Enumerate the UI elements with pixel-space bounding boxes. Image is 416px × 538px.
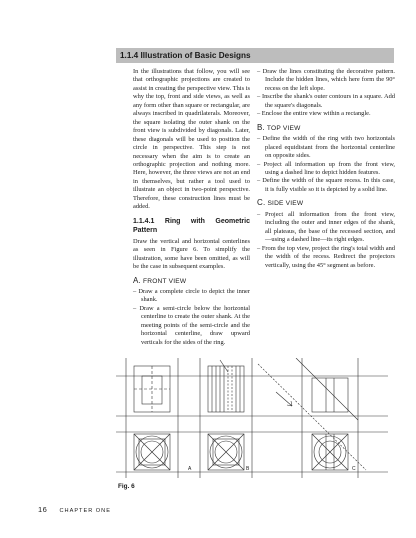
list-item: – Draw the lines constituting the decorative pattern. Include the hidden lines, which here form the 90° recess on the left slope.: [257, 68, 395, 92]
view-letter-a: A: [188, 466, 192, 472]
subsection-intro: Draw the vertical and horizontal centerlines as seen in Figure 6. To simplify the illustration, some have been omitted, as will be the case in subsequent examples.: [133, 237, 250, 271]
list-item: – Project all information from the front view, including the outer and inner edges of the shank, all plateaus, the base of the recessed section, and—using a dashed line—its right edges.: [257, 210, 395, 244]
top-view-letter: B.: [257, 122, 265, 132]
orthographic-projection-drawing: [116, 358, 388, 478]
list-item: – Enclose the entire view within a rectangle.: [257, 110, 371, 118]
list-item: – Define the width of the square recess. In this case, it is fully visible so it is depicted by a solid line.: [257, 177, 395, 193]
left-column: [133, 68, 250, 347]
subsection-title: Ring with Geometric Pattern: [133, 217, 250, 234]
front-view-letter: A.: [133, 275, 141, 285]
section-heading: [116, 48, 394, 63]
right-column: [257, 68, 395, 270]
front-view-label: FRONT VIEW: [143, 277, 187, 285]
list-item: – Define the width of the ring with two horizontals placed equidistant from the horizontal centerline on opposite sides.: [257, 135, 395, 160]
figure-6: [116, 358, 388, 478]
side-view-label: SIDE VIEW: [267, 200, 304, 208]
list-item: – Project all information up from the front view, using a dashed line to depict hidden features.: [257, 160, 395, 176]
top-view-label: TOP VIEW: [266, 124, 301, 132]
intro-paragraph: In the illustrations that follow, you will see that orthographic projections are created to assist in creating the perspective view. This is why the top, front and side views, as well as any form other than square or rectangular, are always inscribed in quadrilaterals. Moreover, the square isolating the outer shank on the front view is subdivided by diagonals. Later, these diagonals will be used to position the circle in perspective. This step is not necessary when the aim is to create an orthographic projection and nothing more. Here, however, the three views are not an end in themselves, but rather a tool used to illustrate an object in two-point perspective. Therefore, these construction lines must be added.: [133, 68, 250, 211]
section-number: 1.1.4: [120, 51, 139, 60]
view-letter-c: C: [352, 466, 356, 472]
subsection-number: 1.1.4.1: [133, 217, 155, 225]
list-item: – Draw a semi-circle below the horizontal centerline to create the outer shank. At the meeting points of the semi-circle and the horizontal centerline, draw upward verticals for the sides of the ring.: [133, 304, 250, 346]
figure-caption: Fig. 6: [118, 483, 135, 490]
side-view-letter: C.: [257, 198, 266, 208]
section-title: Illustration of Basic Designs: [140, 51, 251, 60]
page-number: 16: [38, 505, 48, 514]
chapter-label: CHAPTER ONE: [59, 508, 111, 514]
list-item: – From the top view, project the ring's total width and the width of the recess. Redirect the projectors vertically, using the 45° segment as before.: [257, 244, 395, 269]
subsection-heading: [133, 217, 250, 235]
top-view-heading: [257, 124, 395, 133]
side-view-heading: [257, 199, 395, 208]
front-view-heading: [133, 277, 250, 286]
page-footer: [38, 505, 111, 514]
list-item: – Draw a complete circle to depict the inner shank.: [133, 287, 250, 304]
list-item: – Inscribe the shank's outer contours in a square. Add the square's diagonals.: [257, 93, 395, 109]
view-letter-b: B: [246, 466, 250, 472]
